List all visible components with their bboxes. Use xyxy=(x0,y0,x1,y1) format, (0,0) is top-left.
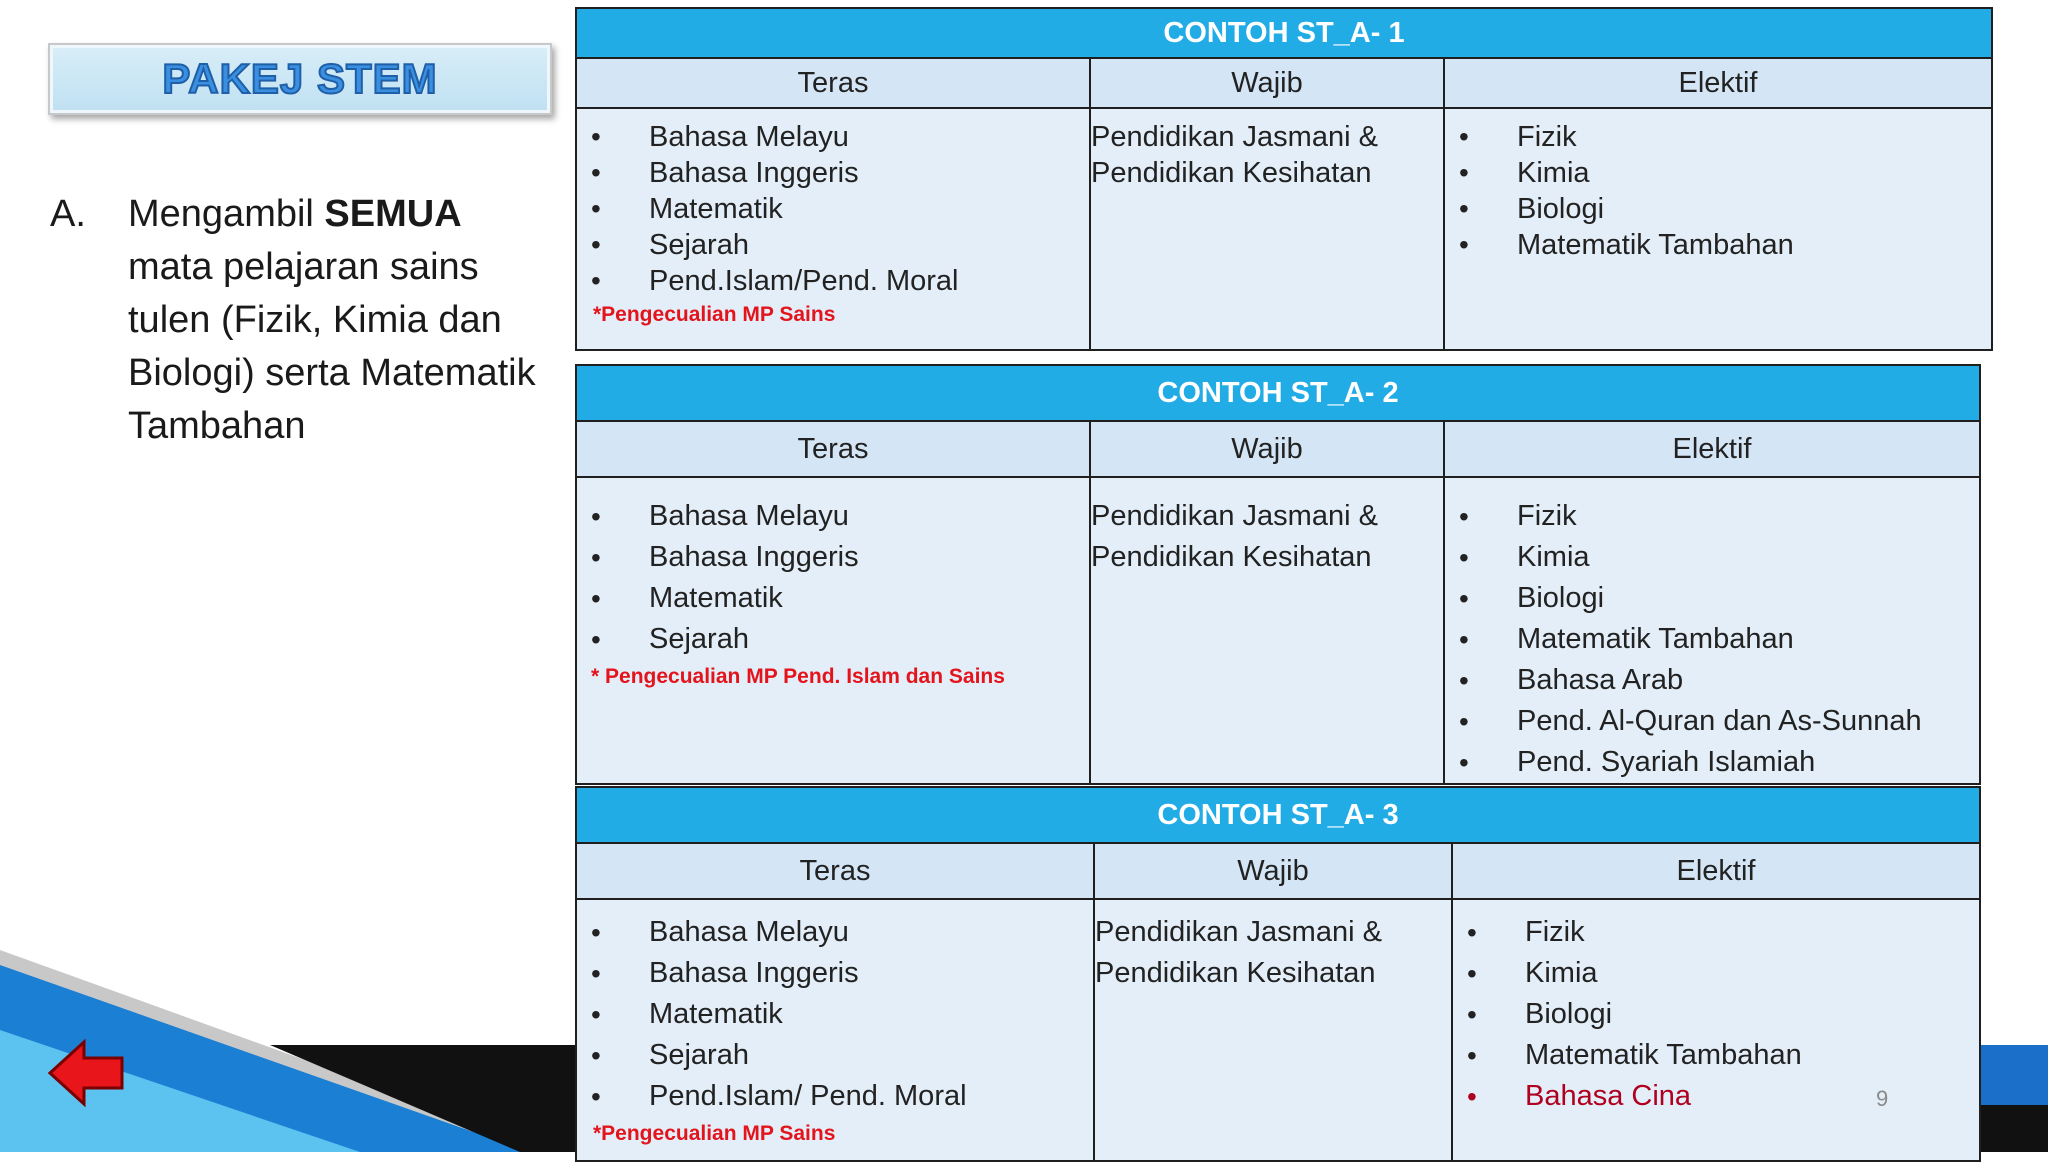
list-item: • Sejarah xyxy=(577,227,1089,263)
list-item: • Bahasa Arab xyxy=(1445,660,1979,701)
list-item: • Matematik Tambahan xyxy=(1445,619,1979,660)
table-title: CONTOH ST_A- 3 xyxy=(576,787,1980,843)
exemption-note: * Pengecualian MP Pend. Islam dan Sains xyxy=(591,665,1005,688)
lead-marker: A. xyxy=(50,193,86,235)
list-item: • Sejarah xyxy=(577,1035,1093,1076)
list-item: • Matematik xyxy=(577,191,1089,227)
table-title: CONTOH ST_A- 1 xyxy=(576,8,1992,58)
list-item: • Bahasa Inggeris xyxy=(577,953,1093,994)
list-item: • Fizik xyxy=(1453,912,1979,953)
exemption-note: *Pengecualian MP Sains xyxy=(593,1122,836,1145)
col-header-elektif: Elektif xyxy=(1444,421,1980,477)
list-item: • Biologi xyxy=(1445,191,1991,227)
teras-cell xyxy=(576,477,1090,784)
wajib-cell: Pendidikan Jasmani & Pendidikan Kesihatan xyxy=(1094,899,1452,1161)
elektif-cell xyxy=(1444,477,1980,784)
list-item: • Kimia xyxy=(1453,953,1979,994)
list-item: • Kimia xyxy=(1445,537,1979,578)
list-item: • Bahasa Inggeris xyxy=(577,537,1089,578)
list-item: • Pend. Syariah Islamiah xyxy=(1445,742,1979,783)
list-item: • Fizik xyxy=(1445,119,1991,155)
list-item: • Fizik xyxy=(1445,496,1979,537)
list-item: • Matematik xyxy=(577,578,1089,619)
list-item: • Kimia xyxy=(1445,155,1991,191)
list-item: • Pend.Islam/Pend. Moral xyxy=(577,263,1089,299)
col-header-wajib: Wajib xyxy=(1090,58,1444,108)
list-item: • Sejarah xyxy=(577,619,1089,660)
col-header-elektif: Elektif xyxy=(1444,58,1992,108)
list-item: • Bahasa Melayu xyxy=(577,912,1093,953)
example-table-2 xyxy=(575,364,1981,785)
elektif-cell xyxy=(1444,108,1992,350)
lead-emphasis: SEMUA xyxy=(324,193,462,235)
example-table-1 xyxy=(575,7,1993,351)
col-header-wajib: Wajib xyxy=(1094,843,1452,899)
wajib-cell: Pendidikan Jasmani & Pendidikan Kesihatan xyxy=(1090,108,1444,350)
list-item: • Bahasa Inggeris xyxy=(577,155,1089,191)
title-banner xyxy=(48,43,552,115)
list-item: • Biologi xyxy=(1445,578,1979,619)
list-item: • Bahasa Melayu xyxy=(577,496,1089,537)
example-table-3 xyxy=(575,786,1981,1162)
left-arrow-icon[interactable] xyxy=(48,1038,128,1108)
exemption-note: *Pengecualian MP Sains xyxy=(593,303,836,326)
list-item: • Pend.Islam/ Pend. Moral xyxy=(577,1076,1093,1117)
list-item: • Pend. Al-Quran dan As-Sunnah xyxy=(1445,701,1979,742)
col-header-teras: Teras xyxy=(576,421,1090,477)
list-item: • Bahasa Melayu xyxy=(577,119,1089,155)
page-title: PAKEJ STEM xyxy=(162,55,438,102)
list-item: • Matematik Tambahan xyxy=(1445,227,1991,263)
col-header-teras: Teras xyxy=(576,843,1094,899)
table-title: CONTOH ST_A- 2 xyxy=(576,365,1980,421)
lead-text: Mengambil SEMUA mata pelajaran sains tulen (Fizik, Kimia dan Biologi) serta Matematik Tambahan xyxy=(128,193,536,447)
list-item: • Biologi xyxy=(1453,994,1979,1035)
col-header-elektif: Elektif xyxy=(1452,843,1980,899)
list-item: • Matematik Tambahan xyxy=(1453,1035,1979,1076)
teras-cell xyxy=(576,108,1090,350)
page-number: 9 xyxy=(1876,1086,1889,1111)
col-header-teras: Teras xyxy=(576,58,1090,108)
elektif-cell xyxy=(1452,899,1980,1161)
wajib-cell: Pendidikan Jasmani & Pendidikan Kesihatan xyxy=(1090,477,1444,784)
list-item-highlighted: • Bahasa Cina xyxy=(1453,1076,1979,1117)
col-header-wajib: Wajib xyxy=(1090,421,1444,477)
teras-cell xyxy=(576,899,1094,1161)
list-item: • Matematik xyxy=(577,994,1093,1035)
